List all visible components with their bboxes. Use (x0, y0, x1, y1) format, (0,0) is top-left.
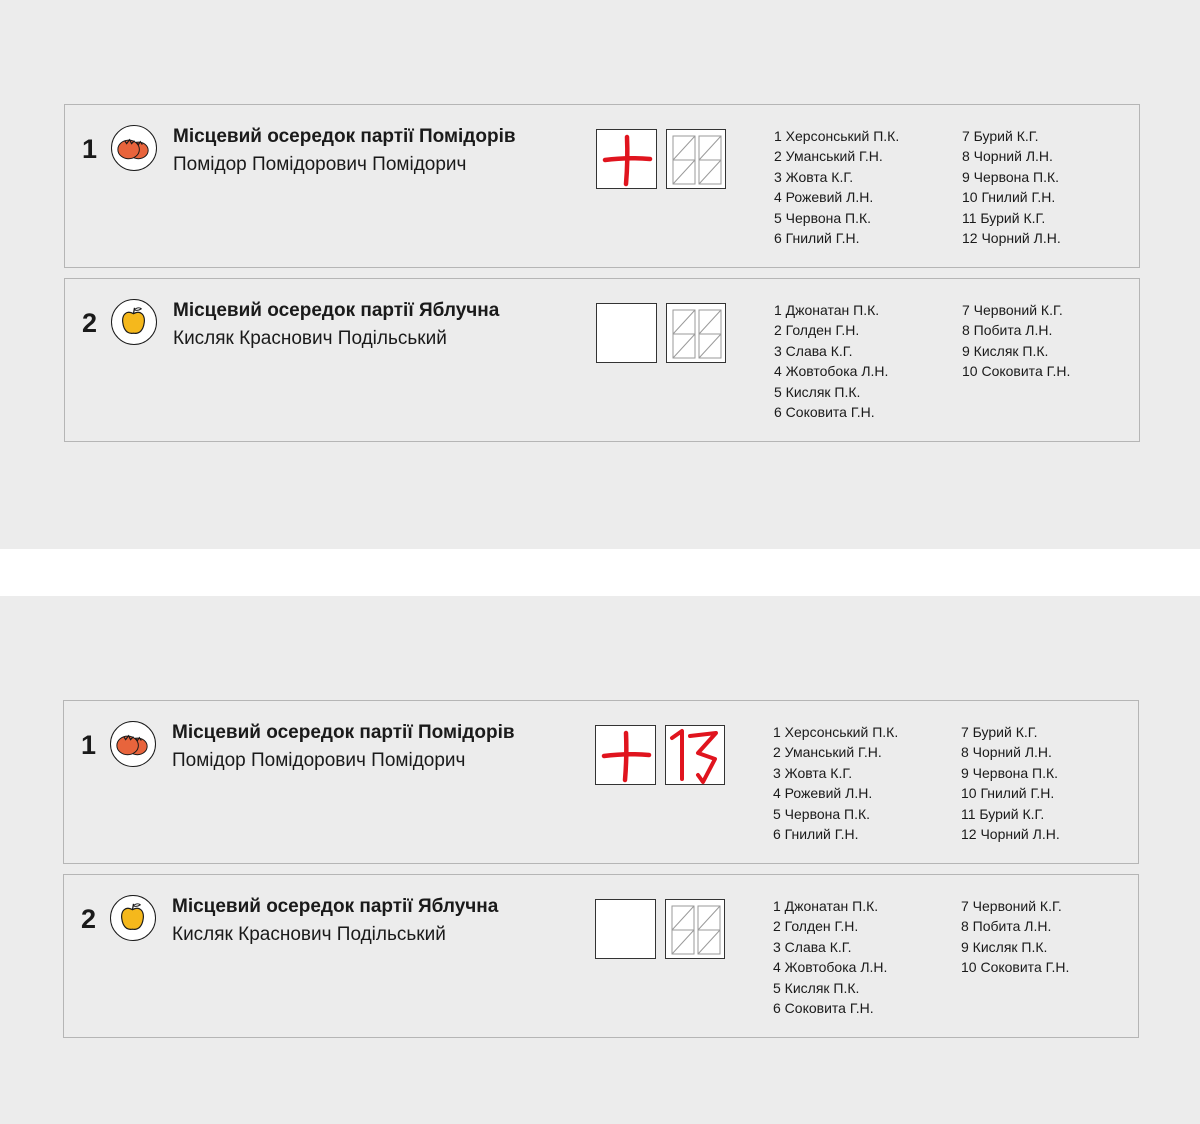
candidate-item: 7 Бурий К.Г. (961, 724, 1038, 740)
vote-box[interactable] (596, 303, 657, 363)
candidate-item: 9 Червона П.К. (961, 764, 1059, 781)
candidate-item: 5 Кисляк П.К. (773, 979, 860, 996)
candidate-number-box[interactable] (665, 725, 725, 785)
party-leader-name: Кисляк Краснович Подільський (173, 328, 447, 349)
party-row-tomato (64, 104, 1140, 268)
candidate-list-column-2 (962, 300, 1070, 382)
candidate-item: 5 Червона П.К. (774, 209, 872, 226)
party-number: 1 (82, 134, 98, 164)
party-leader-name: Кисляк Краснович Подільський (172, 924, 446, 945)
candidate-item: 7 Червоний К.Г. (961, 898, 1062, 914)
candidate-list-column-2 (961, 896, 1069, 978)
candidate-item: 4 Рожевий Л.Н. (773, 785, 873, 802)
candidate-item: 9 Кисляк П.К. (961, 938, 1048, 955)
candidate-list-column-1 (774, 126, 899, 248)
candidate-number-box[interactable] (666, 129, 726, 189)
candidate-item: 7 Червоний К.Г. (962, 302, 1063, 318)
candidate-item: 10 Соковита Г.Н. (961, 959, 1070, 976)
plus-vote-mark (597, 130, 658, 190)
candidate-list-column-1 (773, 896, 887, 1018)
candidate-item: 8 Побита Л.Н. (961, 918, 1052, 935)
party-row-tomato (63, 700, 1139, 864)
candidate-item: 9 Кисляк П.К. (962, 342, 1049, 359)
candidate-item: 6 Гнилий Г.Н. (773, 826, 859, 843)
candidate-item: 3 Слава К.Г. (773, 938, 852, 955)
candidate-item: 10 Гнилий Г.Н. (962, 189, 1056, 206)
candidate-list-column-1 (773, 722, 898, 844)
vote-box[interactable] (595, 899, 656, 959)
candidate-item: 4 Жовтобока Л.Н. (774, 363, 889, 380)
digit-guide-grid (666, 900, 726, 960)
party-row-apple (63, 874, 1139, 1038)
plus-vote-mark (596, 726, 657, 786)
candidate-item: 6 Соковита Г.Н. (774, 404, 875, 421)
candidate-item: 4 Рожевий Л.Н. (774, 189, 874, 206)
candidate-item: 2 Уманський Г.Н. (773, 744, 882, 761)
party-leader-name: Помідор Помідорович Помідорич (172, 750, 466, 771)
candidate-item: 6 Соковита Г.Н. (773, 1000, 874, 1017)
candidate-item: 2 Уманський Г.Н. (774, 148, 883, 165)
candidate-item: 12 Чорний Л.Н. (962, 230, 1061, 247)
candidate-item: 1 Джонатан П.К. (773, 898, 879, 914)
candidate-list-column-2 (962, 126, 1061, 248)
party-row-apple (64, 278, 1140, 442)
vote-box[interactable] (595, 725, 656, 785)
candidate-item: 3 Слава К.Г. (774, 342, 853, 359)
party-name: Місцевий осередок партії Помідорів (173, 126, 516, 147)
candidate-item: 3 Жовта К.Г. (773, 764, 853, 781)
ballot-panel-2 (0, 596, 1200, 1124)
apple-icon (111, 299, 157, 345)
candidate-item: 12 Чорний Л.Н. (961, 826, 1060, 843)
candidate-item: 2 Голден Г.Н. (774, 322, 860, 339)
digit-guide-grid (667, 304, 727, 364)
vote-box[interactable] (596, 129, 657, 189)
tomato-icon (111, 125, 157, 171)
handwritten-candidate-number (666, 726, 726, 786)
candidate-list-column-2 (961, 722, 1060, 844)
candidate-item: 1 Джонатан П.К. (774, 302, 880, 318)
candidate-item: 8 Чорний Л.Н. (961, 744, 1052, 761)
candidate-item: 1 Херсонський П.К. (774, 128, 900, 144)
party-number: 1 (81, 730, 97, 760)
candidate-item: 1 Херсонський П.К. (773, 724, 899, 740)
candidate-item: 11 Бурий К.Г. (961, 805, 1045, 822)
party-number: 2 (81, 904, 97, 934)
tomato-icon (110, 721, 156, 767)
party-name: Місцевий осередок партії Яблучна (173, 300, 500, 321)
candidate-item: 4 Жовтобока Л.Н. (773, 959, 888, 976)
party-number: 2 (82, 308, 98, 338)
candidate-item: 10 Соковита Г.Н. (962, 363, 1071, 380)
candidate-number-box[interactable] (665, 899, 725, 959)
candidate-number-box[interactable] (666, 303, 726, 363)
party-name: Місцевий осередок партії Помідорів (172, 722, 515, 743)
candidate-item: 9 Червона П.К. (962, 168, 1060, 185)
apple-icon (110, 895, 156, 941)
candidate-item: 8 Чорний Л.Н. (962, 148, 1053, 165)
party-name: Місцевий осередок партії Яблучна (172, 896, 499, 917)
candidate-item: 8 Побита Л.Н. (962, 322, 1053, 339)
candidate-item: 7 Бурий К.Г. (962, 128, 1039, 144)
ballot-panel-1 (0, 0, 1200, 549)
party-leader-name: Помідор Помідорович Помідорич (173, 154, 467, 175)
candidate-list-column-1 (774, 300, 888, 422)
candidate-item: 11 Бурий К.Г. (962, 209, 1046, 226)
candidate-item: 5 Кисляк П.К. (774, 383, 861, 400)
candidate-item: 2 Голден Г.Н. (773, 918, 859, 935)
candidate-item: 5 Червона П.К. (773, 805, 871, 822)
candidate-item: 6 Гнилий Г.Н. (774, 230, 860, 247)
candidate-item: 10 Гнилий Г.Н. (961, 785, 1055, 802)
digit-guide-grid (667, 130, 727, 190)
candidate-item: 3 Жовта К.Г. (774, 168, 854, 185)
